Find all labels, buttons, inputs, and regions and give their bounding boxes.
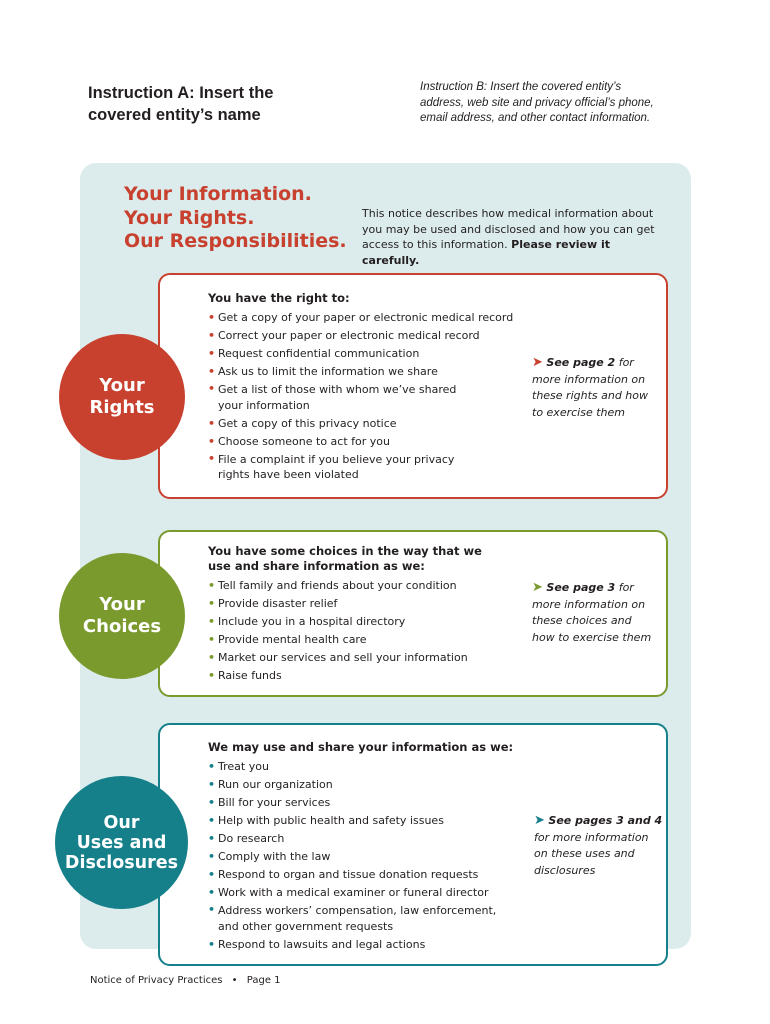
- bullet-icon: •: [208, 760, 216, 773]
- list-item-text: Treat you: [218, 760, 269, 773]
- bullet-icon: •: [208, 579, 216, 592]
- bullet-icon: •: [208, 382, 216, 395]
- instruction-b-line2: address, web site and privacy official’s phone,: [420, 96, 654, 109]
- bullet-icon: •: [208, 669, 216, 682]
- bullet-icon: •: [208, 850, 216, 863]
- list-item-text: Ask us to limit the information we share: [218, 365, 438, 378]
- uses-circle: [55, 776, 188, 909]
- bullet-icon: •: [208, 451, 216, 465]
- list-item-text: Run our organization: [218, 778, 333, 791]
- bullet-icon: •: [208, 937, 216, 951]
- list-item: [208, 936, 518, 954]
- list-item: [208, 884, 518, 902]
- list-item-text: Respond to lawsuits and legal actions: [218, 937, 426, 951]
- uses-see-line4: disclosures: [534, 863, 596, 877]
- choices-heading-line2: use and share information as we:: [208, 559, 425, 573]
- rights-list: [208, 309, 518, 484]
- bullet-icon: •: [208, 329, 216, 342]
- list-item: [208, 758, 518, 776]
- list-item: [208, 794, 518, 812]
- list-item: [208, 613, 518, 631]
- list-item-text: Raise funds: [218, 669, 282, 682]
- bullet-icon: •: [208, 651, 216, 664]
- bullet-icon: •: [208, 615, 216, 628]
- choices-heading-line1: You have some choices in the way that we: [208, 544, 482, 558]
- choices-circle: [59, 553, 185, 679]
- list-item-text: File a complaint if you believe your privacy: [218, 452, 455, 466]
- uses-see-line3: on these uses and: [534, 847, 635, 860]
- bullet-icon: •: [208, 778, 216, 791]
- list-item: [208, 812, 518, 830]
- list-item-text-cont: and other government requests: [218, 919, 394, 933]
- hero-title: [124, 183, 364, 254]
- list-item: [208, 649, 518, 667]
- list-item: [208, 776, 518, 794]
- choices-see-bold: See page 3: [546, 581, 616, 594]
- arrow-right-icon: ➤: [534, 813, 545, 828]
- hero-title-line2: Your Rights.: [124, 206, 255, 229]
- list-item: [208, 451, 518, 485]
- bullet-icon: •: [208, 416, 216, 430]
- list-item-text: Correct your paper or electronic medical record: [218, 329, 480, 342]
- list-item-text: Respond to organ and tissue donation requests: [218, 868, 479, 881]
- bullet-icon: •: [208, 886, 216, 899]
- bullet-icon: •: [208, 832, 216, 845]
- list-item-text: Choose someone to act for you: [218, 434, 390, 448]
- page-footer: [90, 975, 281, 986]
- footer-page: Page 1: [246, 975, 281, 986]
- list-item-text: Tell family and friends about your condition: [218, 579, 457, 592]
- list-item-text: Work with a medical examiner or funeral director: [218, 886, 489, 899]
- list-item: [208, 309, 518, 327]
- list-item: [208, 381, 518, 415]
- bullet-icon: •: [208, 434, 216, 448]
- bullet-icon: •: [208, 903, 216, 916]
- hero-desc-line3: [362, 237, 662, 268]
- list-item-text: Include you in a hospital directory: [218, 615, 406, 628]
- list-item-text: Get a copy of this privacy notice: [218, 416, 397, 430]
- hero-desc-line1: This notice describes how medical information about: [362, 207, 654, 220]
- choices-see-line3: these choices and: [532, 614, 632, 627]
- list-item-text-cont: rights have been violated: [218, 468, 359, 481]
- uses-list: [208, 758, 518, 954]
- hero-description: [362, 206, 662, 268]
- list-item-text: Request confidential communication: [218, 347, 420, 360]
- list-item: [208, 327, 518, 345]
- rights-see-line4: to exercise them: [532, 405, 625, 419]
- arrow-right-icon: ➤: [532, 355, 543, 370]
- instruction-a-line2: covered entity’s name: [88, 106, 261, 124]
- bullet-icon: •: [208, 365, 216, 378]
- uses-circle-line3: Disclosures: [64, 852, 179, 873]
- bullet-icon: •: [208, 868, 216, 881]
- choices-circle-line1: Your: [99, 594, 145, 615]
- rights-circle-line1: Your: [99, 375, 145, 396]
- uses-see-line2: for more information: [534, 830, 649, 844]
- list-item: [208, 363, 518, 381]
- list-item: [208, 595, 518, 613]
- list-item-text: Help with public health and safety issues: [218, 814, 444, 827]
- list-item: [208, 631, 518, 649]
- list-item: [208, 866, 518, 884]
- hero-desc-bold: Please review it carefully.: [362, 238, 611, 267]
- hero-title-line1: Your Information.: [124, 183, 312, 205]
- choices-see-more: [532, 580, 662, 646]
- list-item-text-cont: your information: [218, 398, 310, 412]
- rights-see-line1: for: [618, 356, 634, 369]
- instruction-a: [88, 82, 328, 126]
- rights-see-bold: See page 2: [546, 356, 616, 369]
- rights-circle-line2: Rights: [89, 397, 155, 418]
- list-item: [208, 415, 518, 433]
- list-item-text: Provide mental health care: [218, 633, 367, 646]
- list-item: [208, 848, 518, 866]
- choices-heading: [208, 544, 482, 574]
- hero-desc-line3-text: access to this information.: [362, 238, 508, 251]
- instruction-a-line1: Instruction A: Insert the: [88, 84, 274, 102]
- bullet-icon: •: [208, 633, 216, 646]
- list-item: [208, 830, 518, 848]
- bullet-icon: •: [208, 347, 216, 360]
- choices-see-line1: for: [618, 581, 634, 594]
- bullet-icon: •: [208, 814, 216, 827]
- choices-circle-line2: Choices: [82, 616, 162, 637]
- uses-see-more: [534, 813, 664, 879]
- uses-see-bold: See pages 3 and 4: [548, 814, 663, 827]
- uses-circle-line2: Uses and: [76, 832, 167, 853]
- rights-see-more: [532, 355, 662, 421]
- choices-list: [208, 577, 518, 685]
- list-item-text: Comply with the law: [218, 850, 331, 863]
- footer-label: Notice of Privacy Practices: [90, 975, 223, 986]
- bullet-icon: •: [208, 597, 216, 610]
- list-item-text: Get a copy of your paper or electronic medical record: [218, 311, 514, 324]
- uses-circle-line1: Our: [103, 812, 140, 833]
- list-item-text: Get a list of those with whom we’ve shared: [218, 383, 457, 396]
- footer-separator: •: [231, 975, 238, 986]
- instruction-b-line3: email address, and other contact information.: [420, 112, 651, 124]
- rights-circle: [59, 334, 185, 460]
- instruction-b: [420, 80, 710, 127]
- list-item: [208, 667, 518, 685]
- choices-see-line2: more information on: [532, 597, 646, 611]
- list-item-text: Provide disaster relief: [218, 597, 338, 610]
- arrow-right-icon: ➤: [532, 580, 543, 595]
- list-item: [208, 345, 518, 363]
- choices-see-line4: how to exercise them: [532, 630, 652, 644]
- instruction-b-line1: Instruction B: Insert the covered entity’s: [420, 81, 622, 93]
- rights-heading: You have the right to:: [208, 291, 350, 305]
- list-item-text: Market our services and sell your information: [218, 651, 468, 664]
- rights-see-line3: these rights and how: [532, 389, 649, 402]
- hero-desc-line2: you may be used and disclosed and how you can get: [362, 222, 655, 236]
- hero-title-line3: Our Responsibilities.: [124, 230, 347, 252]
- list-item: [208, 433, 518, 451]
- bullet-icon: •: [208, 796, 216, 809]
- list-item: [208, 902, 518, 936]
- uses-heading: We may use and share your information as we:: [208, 740, 514, 754]
- list-item: [208, 577, 518, 595]
- list-item-text: Address workers’ compensation, law enforcement,: [218, 904, 497, 917]
- bullet-icon: •: [208, 311, 216, 324]
- list-item-text: Do research: [218, 832, 285, 845]
- rights-see-line2: more information on: [532, 372, 646, 386]
- list-item-text: Bill for your services: [218, 796, 331, 809]
